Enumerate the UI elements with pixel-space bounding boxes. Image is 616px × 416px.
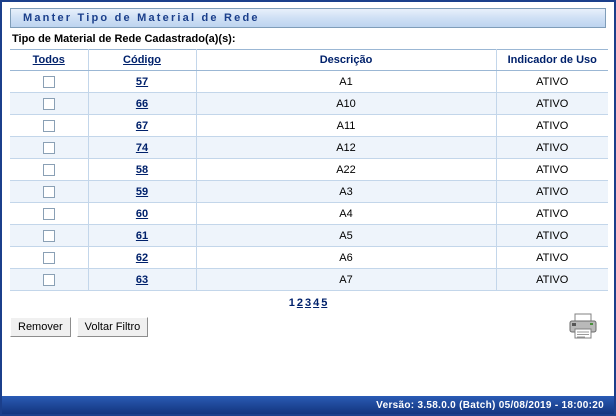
row-indicador-cell: ATIVO [496,181,608,203]
row-codigo-cell [88,71,196,93]
table-row [10,71,608,93]
action-bar [10,317,606,337]
row-checkbox-cell[interactable] [10,225,88,247]
version-text: Versão: 3.58.0.0 (Batch) 05/08/2019 - 18:00:20 [376,399,604,411]
column-header-select-all[interactable]: Todos [10,50,88,71]
row-checkbox-cell[interactable] [10,71,88,93]
row-descricao-cell: A3 [196,181,496,203]
row-codigo-cell [88,137,196,159]
pagination [10,297,606,309]
row-indicador-cell: ATIVO [496,203,608,225]
row-codigo-cell [88,269,196,291]
codigo-link[interactable]: 58 [135,163,149,176]
codigo-link[interactable]: 66 [135,97,149,110]
row-checkbox[interactable] [43,252,55,264]
row-codigo-cell [88,115,196,137]
row-checkbox[interactable] [43,142,55,154]
page-2[interactable]: 2 [296,297,303,309]
section-label: Tipo de Material de Rede Cadastrado(a)(s): [12,33,236,45]
page-4[interactable]: 4 [313,297,320,309]
row-descricao-cell: A7 [196,269,496,291]
row-checkbox[interactable] [43,274,55,286]
codigo-link[interactable]: 60 [135,207,149,220]
table-row [10,269,608,291]
row-checkbox[interactable] [43,98,55,110]
row-checkbox[interactable] [43,186,55,198]
row-descricao-cell: A1 [196,71,496,93]
row-checkbox[interactable] [43,208,55,220]
table-header-row [10,50,608,71]
status-bar [2,396,614,414]
table-row [10,225,608,247]
row-checkbox-cell[interactable] [10,159,88,181]
row-checkbox-cell[interactable] [10,115,88,137]
row-checkbox-cell[interactable] [10,181,88,203]
row-checkbox[interactable] [43,120,55,132]
page-5[interactable]: 5 [321,297,328,309]
row-descricao-cell: A12 [196,137,496,159]
row-codigo-cell [88,203,196,225]
codigo-link[interactable]: 63 [135,273,149,286]
table-row [10,93,608,115]
row-indicador-cell: ATIVO [496,247,608,269]
row-descricao-cell: A6 [196,247,496,269]
row-codigo-cell [88,225,196,247]
row-descricao-cell: A4 [196,203,496,225]
row-codigo-cell [88,159,196,181]
page-title: Manter Tipo de Material de Rede [23,12,260,24]
codigo-link[interactable]: 57 [135,75,149,88]
printer-icon[interactable] [566,311,600,341]
table-row [10,137,608,159]
page-1[interactable]: 1 [288,297,295,309]
codigo-link[interactable]: 62 [135,251,149,264]
table-row [10,115,608,137]
codigo-link[interactable]: 59 [135,185,149,198]
codigo-link[interactable]: 61 [135,229,149,242]
row-indicador-cell: ATIVO [496,93,608,115]
row-indicador-cell: ATIVO [496,159,608,181]
row-checkbox-cell[interactable] [10,247,88,269]
row-descricao-cell: A5 [196,225,496,247]
row-indicador-cell: ATIVO [496,269,608,291]
row-checkbox-cell[interactable] [10,269,88,291]
page-3[interactable]: 3 [304,297,312,309]
remover-button[interactable]: Remover [10,317,71,337]
table-row [10,159,608,181]
window-content [2,2,614,337]
voltar-filtro-button[interactable]: Voltar Filtro [77,317,149,337]
row-indicador-cell: ATIVO [496,225,608,247]
codigo-link[interactable]: 74 [135,141,149,154]
column-header-indicador-uso: Indicador de Uso [496,50,608,71]
table-row [10,247,608,269]
row-codigo-cell [88,181,196,203]
row-checkbox-cell[interactable] [10,93,88,115]
row-indicador-cell: ATIVO [496,71,608,93]
table-row [10,203,608,225]
row-codigo-cell [88,247,196,269]
codigo-link[interactable]: 67 [135,119,149,132]
column-header-codigo: Código [88,50,196,71]
table-row [10,181,608,203]
row-descricao-cell: A10 [196,93,496,115]
row-checkbox-cell[interactable] [10,203,88,225]
row-checkbox[interactable] [43,164,55,176]
results-table [10,49,608,291]
window-title-bar [10,8,606,28]
column-header-descricao: Descrição [196,50,496,71]
row-codigo-cell [88,93,196,115]
row-indicador-cell: ATIVO [496,137,608,159]
row-checkbox[interactable] [43,76,55,88]
row-checkbox-cell[interactable] [10,137,88,159]
row-checkbox[interactable] [43,230,55,242]
row-descricao-cell: A11 [196,115,496,137]
row-descricao-cell: A22 [196,159,496,181]
row-indicador-cell: ATIVO [496,115,608,137]
